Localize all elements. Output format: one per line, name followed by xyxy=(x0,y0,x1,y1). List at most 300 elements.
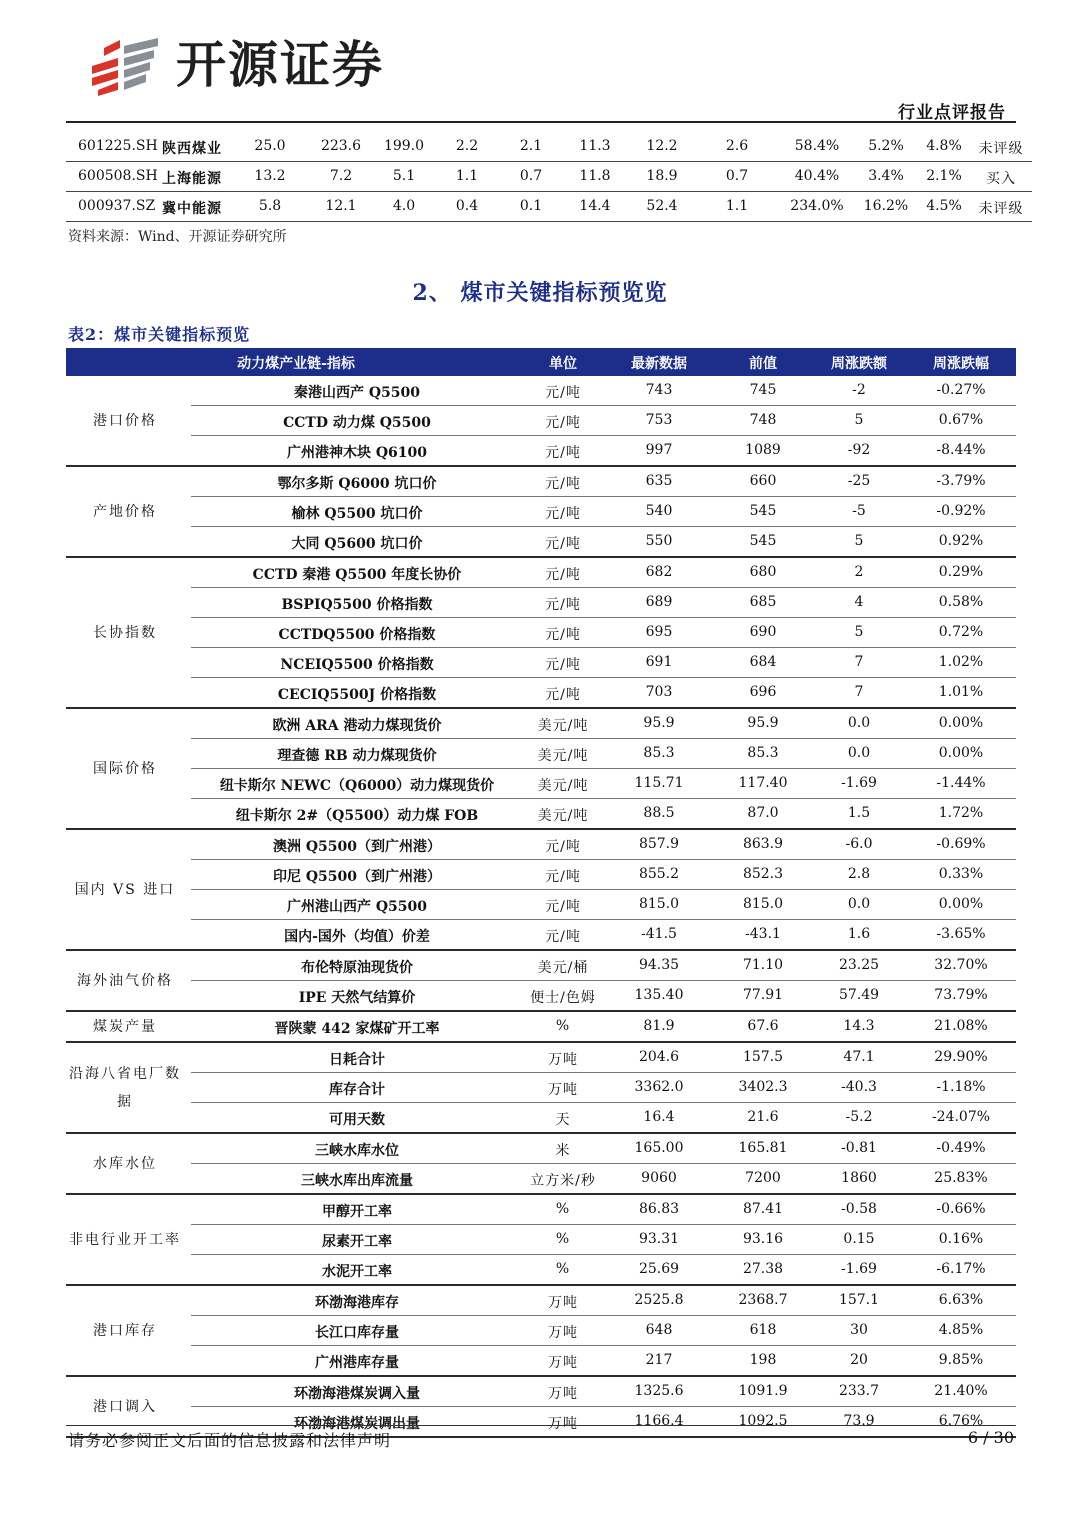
group-label: 港口库存 xyxy=(93,1322,157,1339)
weekly-change: 5 xyxy=(854,624,864,640)
indicator-group xyxy=(66,830,1016,951)
previous-value: 3402.3 xyxy=(738,1079,788,1095)
footer-disclaimer: 请务必参阅正文后面的信息披露和法律声明 xyxy=(68,1431,392,1450)
indicator-name: 广州港库存量 xyxy=(315,1355,399,1371)
previous-value: 660 xyxy=(749,473,777,489)
weekly-change-pct: -3.65% xyxy=(936,926,986,942)
stock-value: 5.1 xyxy=(392,168,416,184)
weekly-change-pct: 25.83% xyxy=(934,1170,988,1186)
indicator-name: 广州港山西产 Q5500 xyxy=(286,899,428,915)
weekly-change-pct: -1.44% xyxy=(936,775,986,791)
table-row xyxy=(191,406,1016,436)
indicator-unit: 立方米/秒 xyxy=(530,1173,596,1189)
previous-value: 852.3 xyxy=(742,866,784,882)
indicator-unit: 元/吨 xyxy=(545,597,581,613)
latest-value: 93.31 xyxy=(638,1231,680,1247)
weekly-change-pct: -0.69% xyxy=(936,836,986,852)
stock-value: 12.1 xyxy=(325,198,357,214)
stock-value: 2.1% xyxy=(926,168,962,184)
indicator-unit: 美元/吨 xyxy=(537,748,589,764)
weekly-change-pct: -0.66% xyxy=(936,1201,986,1217)
group-label: 产地价格 xyxy=(93,503,157,520)
weekly-change: -5 xyxy=(852,503,866,519)
stock-rating: 买入 xyxy=(986,171,1016,187)
indicator-unit: 美元/吨 xyxy=(537,808,589,824)
weekly-change-pct: 0.29% xyxy=(938,564,984,580)
header-unit: 单位 xyxy=(549,356,577,372)
latest-value: 689 xyxy=(645,594,673,610)
indicator-name: CCTD 秦港 Q5500 年度长协价 xyxy=(252,567,462,583)
table-row xyxy=(191,588,1016,618)
latest-value: 753 xyxy=(645,412,673,428)
indicator-name: 环渤海港煤炭调入量 xyxy=(294,1386,420,1402)
stock-value: 11.3 xyxy=(579,138,611,154)
weekly-change-pct: 0.16% xyxy=(938,1231,984,1247)
latest-value: -41.5 xyxy=(641,926,677,942)
section-title: 2、 煤市关键指标预览览 xyxy=(412,280,668,306)
previous-value: 2368.7 xyxy=(738,1292,788,1308)
indicator-name: IPE 天然气结算价 xyxy=(298,990,416,1006)
previous-value: 87.0 xyxy=(747,805,779,821)
latest-value: 1325.6 xyxy=(634,1383,684,1399)
header-previous: 前值 xyxy=(749,356,777,372)
weekly-change-pct: 1.02% xyxy=(938,654,984,670)
stock-value: 1.1 xyxy=(455,168,479,184)
weekly-change: -6.0 xyxy=(845,836,873,852)
weekly-change-pct: 21.40% xyxy=(934,1383,988,1399)
stock-value: 14.4 xyxy=(579,198,611,214)
indicator-unit: 元/吨 xyxy=(545,929,581,945)
header-weekly-change: 周涨跌额 xyxy=(831,356,887,372)
previous-value: 27.38 xyxy=(742,1261,784,1277)
weekly-change: -0.58 xyxy=(841,1201,877,1217)
weekly-change-pct: 1.72% xyxy=(938,805,984,821)
latest-value: 743 xyxy=(645,382,673,398)
stock-value: 16.2% xyxy=(863,198,909,214)
previous-value: 95.9 xyxy=(747,715,779,731)
group-label: 煤炭产量 xyxy=(93,1018,157,1035)
previous-value: 157.5 xyxy=(742,1049,784,1065)
header-indicator: 动力煤产业链-指标 xyxy=(237,356,355,372)
indicator-name: 水泥开工率 xyxy=(322,1264,392,1280)
indicator-unit: 美元/吨 xyxy=(537,718,589,734)
indicator-group xyxy=(66,951,1016,1012)
group-label: 港口价格 xyxy=(93,412,157,429)
indicator-unit: 元/吨 xyxy=(545,899,581,915)
stock-rating: 未评级 xyxy=(978,141,1024,157)
indicator-name: 秦港山西产 Q5500 xyxy=(293,385,421,401)
indicator-unit: 美元/桶 xyxy=(537,960,589,976)
weekly-change: -92 xyxy=(847,442,871,458)
table-row xyxy=(191,981,1016,1010)
stock-value: 5.8 xyxy=(258,198,282,214)
indicator-group xyxy=(66,1134,1016,1195)
document-type: 行业点评报告 xyxy=(898,103,1006,123)
latest-value: 1166.4 xyxy=(634,1413,684,1429)
previous-value: 1089 xyxy=(745,442,781,458)
stock-value: 0.7 xyxy=(519,168,543,184)
indicator-unit: 万吨 xyxy=(548,1355,578,1371)
indicator-unit: 万吨 xyxy=(548,1082,578,1098)
latest-value: 855.2 xyxy=(638,866,680,882)
latest-value: 815.0 xyxy=(638,896,680,912)
indicator-group xyxy=(66,1286,1016,1377)
weekly-change: 73.9 xyxy=(843,1413,875,1429)
previous-value: 685 xyxy=(749,594,777,610)
stock-valuation-table xyxy=(66,132,1032,222)
latest-value: 204.6 xyxy=(638,1049,680,1065)
weekly-change-pct: -24.07% xyxy=(931,1109,991,1125)
stock-name: 上海能源 xyxy=(162,171,222,187)
stock-value: 25.0 xyxy=(254,138,286,154)
weekly-change-pct: 73.79% xyxy=(934,987,988,1003)
previous-value: 748 xyxy=(749,412,777,428)
indicator-group xyxy=(66,558,1016,709)
stock-value: 12.2 xyxy=(646,138,678,154)
indicator-name: 澳洲 Q5500（到广州港） xyxy=(272,839,442,855)
weekly-change: -2 xyxy=(852,382,866,398)
table-row xyxy=(191,890,1016,920)
group-label: 沿海八省电厂数据 xyxy=(69,1065,181,1110)
weekly-change: 7 xyxy=(854,654,864,670)
previous-value: 745 xyxy=(749,382,777,398)
previous-value: 87.41 xyxy=(742,1201,784,1217)
weekly-change-pct: 9.85% xyxy=(938,1352,984,1368)
weekly-change-pct: -0.27% xyxy=(936,382,986,398)
stock-row xyxy=(66,132,1032,162)
table-row xyxy=(191,1346,1016,1375)
indicator-name: 纽卡斯尔 2#（Q5500）动力煤 FOB xyxy=(235,808,479,824)
indicator-unit: 元/吨 xyxy=(545,687,581,703)
table-source-note: 资料来源：Wind、开源证券研究所 xyxy=(68,229,287,245)
latest-value: 165.00 xyxy=(634,1140,684,1156)
indicator-name: CCTD 动力煤 Q5500 xyxy=(283,415,431,431)
previous-value: 684 xyxy=(749,654,777,670)
latest-value: 86.83 xyxy=(638,1201,680,1217)
stock-value: 3.4% xyxy=(868,168,904,184)
footer-divider xyxy=(66,1425,1016,1426)
table-row xyxy=(191,1286,1016,1316)
weekly-change: 0.0 xyxy=(847,715,871,731)
weekly-change: 5 xyxy=(854,533,864,549)
stock-value: 2.2 xyxy=(455,138,479,154)
weekly-change-pct: 0.00% xyxy=(938,715,984,731)
weekly-change: 7 xyxy=(854,684,864,700)
indicator-unit: % xyxy=(555,1261,571,1277)
table-row xyxy=(191,558,1016,588)
indicator-name: 库存合计 xyxy=(329,1082,385,1098)
indicator-unit: 米 xyxy=(555,1143,571,1159)
indicator-name: 长江口库存量 xyxy=(315,1325,399,1341)
indicator-group xyxy=(66,709,1016,830)
weekly-change-pct: 0.33% xyxy=(938,866,984,882)
indicator-name: 国内-国外（均值）价差 xyxy=(284,929,430,945)
weekly-change: 30 xyxy=(850,1322,868,1338)
stock-row xyxy=(66,192,1032,222)
weekly-change: -0.81 xyxy=(841,1140,877,1156)
table-row xyxy=(191,951,1016,981)
indicator-name: 环渤海港煤炭调出量 xyxy=(294,1416,420,1432)
previous-value: 93.16 xyxy=(742,1231,784,1247)
weekly-change: -25 xyxy=(847,473,871,489)
indicator-name: 甲醇开工率 xyxy=(322,1204,392,1220)
indicator-unit: 元/吨 xyxy=(545,415,581,431)
latest-value: 81.9 xyxy=(643,1018,675,1034)
indicator-name: 尿素开工率 xyxy=(322,1234,392,1250)
weekly-change: 5 xyxy=(854,412,864,428)
group-label: 非电行业开工率 xyxy=(69,1231,181,1248)
indicator-group xyxy=(66,376,1016,467)
table-row xyxy=(191,830,1016,860)
latest-value: 682 xyxy=(645,564,673,580)
latest-value: 3362.0 xyxy=(634,1079,684,1095)
weekly-change-pct: 21.08% xyxy=(934,1018,988,1034)
kaiyuan-logo-icon xyxy=(88,36,160,96)
previous-value: 696 xyxy=(749,684,777,700)
indicator-unit: 元/吨 xyxy=(545,506,581,522)
table-row xyxy=(191,648,1016,678)
latest-value: 135.40 xyxy=(634,987,684,1003)
indicator-name: 印尼 Q5500（到广州港） xyxy=(272,869,442,885)
weekly-change: -1.69 xyxy=(841,775,877,791)
indicator-unit: 元/吨 xyxy=(545,567,581,583)
previous-value: 85.3 xyxy=(747,745,779,761)
weekly-change: 23.25 xyxy=(838,957,880,973)
header-divider xyxy=(66,121,1016,123)
latest-value: 115.71 xyxy=(634,775,684,791)
indicator-unit: 元/吨 xyxy=(545,476,581,492)
table-row xyxy=(191,920,1016,949)
previous-value: 67.6 xyxy=(747,1018,779,1034)
weekly-change-pct: 6.63% xyxy=(938,1292,984,1308)
stock-value: 7.2 xyxy=(329,168,353,184)
latest-value: 648 xyxy=(645,1322,673,1338)
previous-value: 117.40 xyxy=(738,775,788,791)
stock-value: 13.2 xyxy=(254,168,286,184)
stock-value: 199.0 xyxy=(383,138,425,154)
weekly-change: 0.15 xyxy=(843,1231,875,1247)
stock-value: 223.6 xyxy=(320,138,362,154)
stock-value: 11.8 xyxy=(579,168,611,184)
weekly-change-pct: 6.76% xyxy=(938,1413,984,1429)
previous-value: 77.91 xyxy=(742,987,784,1003)
weekly-change: 1.6 xyxy=(847,926,871,942)
indicator-group xyxy=(66,467,1016,558)
previous-value: 815.0 xyxy=(742,896,784,912)
table-row xyxy=(191,527,1016,556)
previous-value: 165.81 xyxy=(738,1140,788,1156)
previous-value: 545 xyxy=(749,533,777,549)
indicator-name: BSPIQ5500 价格指数 xyxy=(281,597,433,613)
indicator-unit: 元/吨 xyxy=(545,445,581,461)
weekly-change-pct: -0.92% xyxy=(936,503,986,519)
weekly-change: 14.3 xyxy=(843,1018,875,1034)
latest-value: 217 xyxy=(645,1352,673,1368)
table-row xyxy=(191,1195,1016,1225)
stock-value: 0.1 xyxy=(519,198,543,214)
latest-value: 540 xyxy=(645,503,673,519)
indicator-name: 三峡水库出库流量 xyxy=(301,1173,413,1189)
table-row xyxy=(191,376,1016,406)
indicator-unit: 元/吨 xyxy=(545,627,581,643)
indicator-unit: 万吨 xyxy=(548,1295,578,1311)
table-row xyxy=(191,1377,1016,1407)
stock-value: 234.0% xyxy=(790,198,844,214)
stock-value: 58.4% xyxy=(794,138,840,154)
latest-value: 2525.8 xyxy=(634,1292,684,1308)
previous-value: 71.10 xyxy=(742,957,784,973)
indicator-name: 环渤海港库存 xyxy=(315,1295,399,1311)
table-row xyxy=(191,1316,1016,1346)
weekly-change: 233.7 xyxy=(838,1383,880,1399)
table-row xyxy=(191,709,1016,739)
stock-value: 5.2% xyxy=(868,138,904,154)
latest-value: 85.3 xyxy=(643,745,675,761)
weekly-change: 20 xyxy=(850,1352,868,1368)
latest-value: 703 xyxy=(645,684,673,700)
stock-code: 601225.SH xyxy=(78,138,158,154)
weekly-change-pct: -8.44% xyxy=(936,442,986,458)
stock-value: 4.5% xyxy=(926,198,962,214)
indicator-name: CECIQ5500J 价格指数 xyxy=(277,687,437,703)
stock-value: 1.1 xyxy=(725,198,749,214)
weekly-change-pct: 0.00% xyxy=(938,745,984,761)
indicator-unit: 美元/吨 xyxy=(537,778,589,794)
stock-value: 2.6 xyxy=(725,138,749,154)
table-row xyxy=(191,1073,1016,1103)
indicator-name: 布伦特原油现货价 xyxy=(301,960,413,976)
indicator-name: 榆林 Q5500 坑口价 xyxy=(291,506,423,522)
weekly-change: 2.8 xyxy=(847,866,871,882)
header-latest: 最新数据 xyxy=(631,356,687,372)
indicator-group xyxy=(66,1012,1016,1043)
weekly-change: 4 xyxy=(854,594,864,610)
indicator-group xyxy=(66,1195,1016,1286)
stock-value: 18.9 xyxy=(646,168,678,184)
latest-value: 550 xyxy=(645,533,673,549)
table-row xyxy=(191,769,1016,799)
indicator-name: 欧洲 ARA 港动力煤现货价 xyxy=(272,718,442,734)
weekly-change-pct: -6.17% xyxy=(936,1261,986,1277)
indicator-name: 广州港神木块 Q6100 xyxy=(286,445,428,461)
indicator-unit: % xyxy=(555,1231,571,1247)
weekly-change: -40.3 xyxy=(841,1079,877,1095)
stock-rating: 未评级 xyxy=(978,201,1024,217)
latest-value: 997 xyxy=(645,442,673,458)
indicator-unit: 万吨 xyxy=(548,1386,578,1402)
indicator-name: NCEIQ5500 价格指数 xyxy=(280,657,434,673)
table-row xyxy=(191,739,1016,769)
group-label: 国内 VS 进口 xyxy=(74,881,176,898)
table-row xyxy=(191,1134,1016,1164)
weekly-change-pct: 0.67% xyxy=(938,412,984,428)
stock-value: 52.4 xyxy=(646,198,678,214)
indicator-unit: 便士/色姆 xyxy=(530,990,596,1006)
coal-indicator-table xyxy=(66,348,1016,1438)
indicator-name: 三峡水库水位 xyxy=(315,1143,399,1159)
previous-value: 1092.5 xyxy=(738,1413,788,1429)
table-row xyxy=(191,1103,1016,1132)
group-label: 国际价格 xyxy=(93,760,157,777)
latest-value: 88.5 xyxy=(643,805,675,821)
page-number: 6 / 30 xyxy=(967,1428,1014,1447)
previous-value: -43.1 xyxy=(745,926,781,942)
latest-value: 9060 xyxy=(641,1170,677,1186)
indicator-name: 鄂尔多斯 Q6000 坑口价 xyxy=(277,476,437,492)
stock-value: 0.7 xyxy=(725,168,749,184)
weekly-change: -1.69 xyxy=(841,1261,877,1277)
weekly-change: 47.1 xyxy=(843,1049,875,1065)
group-label: 海外油气价格 xyxy=(77,972,173,989)
stock-value: 0.4 xyxy=(455,198,479,214)
latest-value: 695 xyxy=(645,624,673,640)
weekly-change-pct: 0.58% xyxy=(938,594,984,610)
table-row xyxy=(191,1164,1016,1193)
indicator-name: CCTDQ5500 价格指数 xyxy=(278,627,436,643)
weekly-change-pct: 1.01% xyxy=(938,684,984,700)
table-body xyxy=(66,376,1016,1438)
latest-value: 25.69 xyxy=(638,1261,680,1277)
weekly-change: 0.0 xyxy=(847,896,871,912)
previous-value: 21.6 xyxy=(747,1109,779,1125)
indicator-unit: 元/吨 xyxy=(545,385,581,401)
stock-value: 4.8% xyxy=(926,138,962,154)
indicator-name: 晋陕蒙 442 家煤矿开工率 xyxy=(274,1021,440,1037)
stock-code: 600508.SH xyxy=(78,168,158,184)
indicator-name: 纽卡斯尔 NEWC（Q6000）动力煤现货价 xyxy=(219,778,495,794)
previous-value: 7200 xyxy=(745,1170,781,1186)
weekly-change-pct: -1.18% xyxy=(936,1079,986,1095)
weekly-change-pct: 4.85% xyxy=(938,1322,984,1338)
header-weekly-change-pct: 周涨跌幅 xyxy=(933,356,989,372)
previous-value: 545 xyxy=(749,503,777,519)
weekly-change: 2 xyxy=(854,564,864,580)
previous-value: 198 xyxy=(749,1352,777,1368)
weekly-change-pct: 0.00% xyxy=(938,896,984,912)
stock-name: 陕西煤业 xyxy=(162,141,222,157)
latest-value: 94.35 xyxy=(638,957,680,973)
indicator-unit: 万吨 xyxy=(548,1052,578,1068)
indicator-name: 大同 Q5600 坑口价 xyxy=(291,536,423,552)
weekly-change-pct: -0.49% xyxy=(936,1140,986,1156)
table-row xyxy=(191,860,1016,890)
stock-value: 4.0 xyxy=(392,198,416,214)
table-row xyxy=(191,467,1016,497)
latest-value: 95.9 xyxy=(643,715,675,731)
indicator-unit: 元/吨 xyxy=(545,869,581,885)
table-row xyxy=(191,1012,1016,1041)
previous-value: 863.9 xyxy=(742,836,784,852)
indicator-unit: % xyxy=(555,1201,571,1217)
table-caption: 表2：煤市关键指标预览 xyxy=(68,325,251,344)
table-header-row xyxy=(66,348,1016,376)
indicator-group xyxy=(66,1043,1016,1134)
indicator-name: 可用天数 xyxy=(329,1112,385,1128)
weekly-change-pct: -3.79% xyxy=(936,473,986,489)
weekly-change: 1860 xyxy=(841,1170,877,1186)
brand-name: 开源证券 xyxy=(176,36,384,94)
indicator-unit: 万吨 xyxy=(548,1416,578,1432)
stock-name: 冀中能源 xyxy=(162,201,222,217)
table-row xyxy=(191,678,1016,707)
latest-value: 691 xyxy=(645,654,673,670)
table-row xyxy=(191,1225,1016,1255)
indicator-unit: % xyxy=(555,1018,571,1034)
weekly-change: 57.49 xyxy=(838,987,880,1003)
previous-value: 618 xyxy=(749,1322,777,1338)
weekly-change-pct: 32.70% xyxy=(934,957,988,973)
table-row xyxy=(191,618,1016,648)
